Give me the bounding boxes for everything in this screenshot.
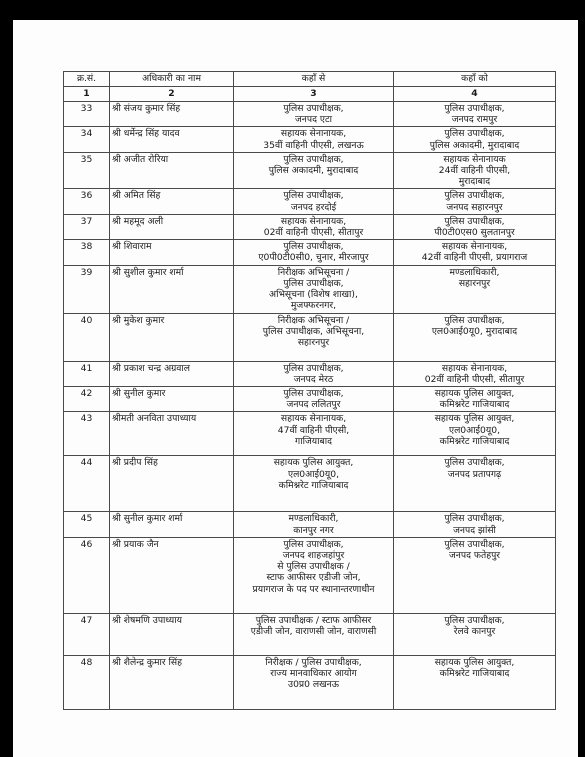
posting-to-line: कमिश्नरेट गाजियाबाद	[439, 399, 510, 411]
posting-from-line: सहारनपुर	[297, 337, 330, 349]
posting-to-line: पुलिस उपाधीक्षक,	[444, 538, 505, 550]
table-row	[64, 127, 556, 152]
posting-to	[394, 512, 556, 537]
header-officer-name: अधिकारी का नाम	[110, 72, 234, 87]
posting-to-line: पुलिस उपाधीक्षक,	[444, 190, 505, 202]
posting-to-line: सहायक पुलिस आयुक्त,	[434, 413, 515, 425]
posting-from	[234, 412, 394, 456]
posting-to	[394, 265, 556, 313]
posting-from-line: अभिसूचना (विशेष शाखा),	[269, 289, 358, 301]
posting-to-line: पुलिस अकादमी, मुरादाबाद	[429, 139, 520, 151]
serial-number: 47	[64, 613, 110, 655]
officer-name: श्री सुशील कुमार शर्मा	[110, 265, 234, 313]
table-row	[64, 655, 556, 709]
posting-from-line: पुलिस उपाधीक्षक,	[283, 153, 344, 165]
table-row	[64, 189, 556, 214]
table-row	[64, 240, 556, 265]
posting-to-line: 24वीं वाहिनी पीएसी,	[438, 165, 511, 177]
posting-from-line: सहायक पुलिस आयुक्त,	[273, 457, 354, 469]
posting-to	[394, 127, 556, 152]
serial-number: 40	[64, 313, 110, 361]
officer-name: श्री धर्मेन्द्र सिंह यादव	[110, 127, 234, 152]
table-row	[64, 387, 556, 412]
posting-from-line: पुलिस उपाधीक्षक,	[283, 362, 344, 374]
posting-from-line: कमिश्नरेट गाजियाबाद	[278, 479, 349, 491]
posting-to-line: 42वीं वाहिनी पीएसी, प्रयागराज	[421, 252, 528, 264]
posting-to	[394, 361, 556, 386]
officer-name: श्री प्रकाश चन्द्र अग्रवाल	[110, 361, 234, 386]
serial-number: 39	[64, 265, 110, 313]
posting-to-line: पुलिस उपाधीक्षक,	[444, 314, 505, 326]
serial-number: 43	[64, 412, 110, 456]
officer-name: श्री मुकेश कुमार	[110, 313, 234, 361]
posting-to	[394, 387, 556, 412]
posting-from-line: जनपद मेरठ	[293, 373, 334, 385]
posting-to-line: सहायक सेनानायक,	[441, 362, 508, 374]
posting-from	[234, 214, 394, 239]
posting-from	[234, 537, 394, 613]
serial-number: 42	[64, 387, 110, 412]
column-number: 4	[394, 87, 556, 102]
posting-from-line: पुलिस उपाधीक्षक,	[283, 277, 344, 289]
posting-from-line: गाजियाबाद	[295, 435, 332, 447]
posting-to-line: जनपद प्रतापगढ़	[447, 468, 502, 480]
posting-to	[394, 214, 556, 239]
posting-to-line: जनपद सहारनपुर	[446, 201, 503, 213]
serial-number: 37	[64, 214, 110, 239]
posting-from	[234, 189, 394, 214]
posting-to-line: पुलिस उपाधीक्षक,	[444, 614, 505, 626]
serial-number: 41	[64, 361, 110, 386]
officer-name: श्री सुनील कुमार शर्मा	[110, 512, 234, 537]
serial-number: 45	[64, 512, 110, 537]
serial-number: 33	[64, 102, 110, 127]
posting-from-line: स्टाफ आफीसर एडीजी जोन,	[266, 572, 361, 584]
posting-from-line: जनपद शाहजहांपुर	[282, 550, 345, 562]
posting-from-line: 47वीं वाहिनी पीएसी,	[277, 424, 350, 436]
posting-to-line: एल0आई0यू0,	[449, 424, 500, 436]
posting-to	[394, 655, 556, 709]
posting-to	[394, 189, 556, 214]
posting-to	[394, 313, 556, 361]
posting-to-line: सहायक पुलिस आयुक्त,	[434, 388, 515, 400]
officer-name: श्री अजीत रोरिया	[110, 152, 234, 189]
serial-number: 35	[64, 152, 110, 189]
posting-from-line: मण्डलाधिकारी,	[288, 513, 339, 525]
posting-to-line: जनपद फतेहपुर	[448, 550, 501, 562]
table-row	[64, 214, 556, 239]
posting-to-line: पुलिस उपाधीक्षक,	[444, 128, 505, 140]
posting-to	[394, 412, 556, 456]
posting-to	[394, 152, 556, 189]
posting-from-line: जनपद ललितपुर	[286, 399, 341, 411]
posting-from	[234, 456, 394, 512]
posting-from-line: से पुलिस उपाधीक्षक /	[277, 561, 350, 573]
table-row	[64, 613, 556, 655]
posting-from-line: जनपद एटा	[294, 114, 333, 126]
serial-number: 44	[64, 456, 110, 512]
table-row	[64, 456, 556, 512]
column-number: 2	[110, 87, 234, 102]
serial-number: 34	[64, 127, 110, 152]
posting-to-line: पुलिस उपाधीक्षक,	[444, 457, 505, 469]
column-number: 3	[234, 87, 394, 102]
posting-from	[234, 240, 394, 265]
posting-from	[234, 102, 394, 127]
posting-to	[394, 456, 556, 512]
posting-from-line: एल0आई0यू0,	[288, 468, 339, 480]
posting-from-line: पुलिस उपाधीक्षक,	[283, 538, 344, 550]
posting-from-line: जनपद हरदोई	[290, 201, 337, 213]
officer-name: श्री शिवाराम	[110, 240, 234, 265]
posting-from-line: पुलिस अकादमी, मुरादाबाद	[268, 165, 359, 177]
officer-name: श्री शेषमणि उपाध्याय	[110, 613, 234, 655]
officer-name: श्रीमती अनविता उपाध्याय	[110, 412, 234, 456]
posting-from-line: पुलिस उपाधीक्षक / स्टाफ आफीसर	[255, 614, 372, 626]
officer-name: श्री सुनील कुमार	[110, 387, 234, 412]
posting-from-line: पुलिस उपाधीक्षक,	[283, 103, 344, 114]
posting-from-line: 35वीं वाहिनी पीएसी, लखनऊ	[263, 139, 364, 151]
posting-from-line: एडीजी जोन, वाराणसी जोन, वाराणसी	[250, 626, 377, 638]
posting-to-line: 02वीं वाहिनी पीएसी, सीतापुर	[424, 373, 525, 385]
serial-number: 38	[64, 240, 110, 265]
posting-from	[234, 265, 394, 313]
table-row	[64, 152, 556, 189]
officer-name: श्री अमित सिंह	[110, 189, 234, 214]
posting-from-line: सहायक सेनानायक,	[280, 215, 347, 227]
posting-from-line: निरीक्षक अभिसूचना /	[277, 314, 350, 326]
posting-from-line: 02वीं वाहिनी पीएसी, सीतापुर	[263, 227, 364, 239]
serial-number: 46	[64, 537, 110, 613]
posting-to-line: कमिश्नरेट गाजियाबाद	[439, 668, 510, 680]
posting-to-line: मण्डलाधिकारी,	[449, 266, 500, 278]
posting-to	[394, 613, 556, 655]
posting-from	[234, 512, 394, 537]
table-row	[64, 512, 556, 537]
officer-name: श्री महमूद अली	[110, 214, 234, 239]
table-row	[64, 537, 556, 613]
posting-from	[234, 613, 394, 655]
header-to: कहाँ को	[394, 72, 556, 87]
officer-name: श्री प्रदीप सिंह	[110, 456, 234, 512]
posting-from	[234, 387, 394, 412]
posting-from-line: कानपुर नगर	[293, 524, 334, 536]
posting-from-line: ए0पी0टी0सी0, चुनार, मीरजापुर	[258, 252, 369, 264]
posting-to-line: सहारनपुर	[458, 277, 491, 289]
posting-to-line: मुरादाबाद	[458, 176, 491, 188]
table-row	[64, 313, 556, 361]
officer-name: श्री प्रयाक जैन	[110, 537, 234, 613]
posting-to-line: सहायक सेनानायक,	[441, 241, 508, 253]
posting-to	[394, 240, 556, 265]
posting-from-line: पुलिस उपाधीक्षक,	[283, 241, 344, 253]
posting-from-line: सहायक सेनानायक,	[280, 413, 347, 425]
posting-to-line: पुलिस उपाधीक्षक,	[444, 103, 505, 114]
posting-to-line: पुलिस उपाधीक्षक,	[444, 513, 505, 525]
serial-number: 48	[64, 655, 110, 709]
table-row	[64, 412, 556, 456]
posting-to-line: रेलवे कानपुर	[453, 626, 496, 638]
posting-to-line: कमिश्नरेट गाजियाबाद	[439, 435, 510, 447]
header-from: कहाँ से	[234, 72, 394, 87]
posting-from-line: पुलिस उपाधीक्षक,	[283, 388, 344, 400]
officer-name: श्री शैलेन्द्र कुमार सिंह	[110, 655, 234, 709]
posting-to	[394, 537, 556, 613]
posting-from-line: निरीक्षक अभिसूचना /	[277, 266, 350, 278]
posting-from	[234, 361, 394, 386]
posting-from-line: राज्य मानवाधिकार आयोग	[270, 668, 357, 680]
posting-from-line: सहायक सेनानायक,	[280, 128, 347, 140]
column-number-row	[64, 87, 556, 102]
table-row	[64, 265, 556, 313]
posting-from-line: प्रयागराज के पद पर स्थानान्तरणाधीन	[252, 583, 375, 595]
serial-number: 36	[64, 189, 110, 214]
posting-to-line: सहायक सेनानायक	[443, 153, 506, 165]
posting-from	[234, 313, 394, 361]
posting-to-line: एल0आई0यू0, मुरादाबाद	[431, 325, 518, 337]
document-page	[13, 20, 578, 757]
posting-to-line: पी0टी0एस0 सुलतानपुर	[434, 227, 515, 239]
posting-from	[234, 127, 394, 152]
officer-name: श्री संजय कुमार सिंह	[110, 102, 234, 127]
posting-to-line: जनपद झांसी	[453, 524, 496, 536]
table-row	[64, 102, 556, 127]
posting-to-line: सहायक पुलिस आयुक्त,	[434, 656, 515, 668]
posting-from-line: निरीक्षक / पुलिस उपाधीक्षक,	[265, 656, 362, 668]
transfer-table	[63, 71, 556, 710]
posting-to	[394, 102, 556, 127]
header-row	[64, 72, 556, 87]
posting-to-line: पुलिस उपाधीक्षक,	[444, 215, 505, 227]
posting-from-line: पुलिस उपाधीक्षक, अभिसूचना,	[262, 325, 365, 337]
header-serial: क्र.सं.	[64, 72, 110, 87]
posting-from-line: उ0प्र0 लखनऊ	[288, 679, 339, 691]
posting-to-line: जनपद रामपुर	[451, 114, 498, 126]
posting-from	[234, 152, 394, 189]
column-number: 1	[64, 87, 110, 102]
posting-from-line: मुजफ्फरनगर,	[290, 300, 337, 312]
table-row	[64, 361, 556, 386]
posting-from-line: पुलिस उपाधीक्षक,	[283, 190, 344, 202]
posting-from	[234, 655, 394, 709]
